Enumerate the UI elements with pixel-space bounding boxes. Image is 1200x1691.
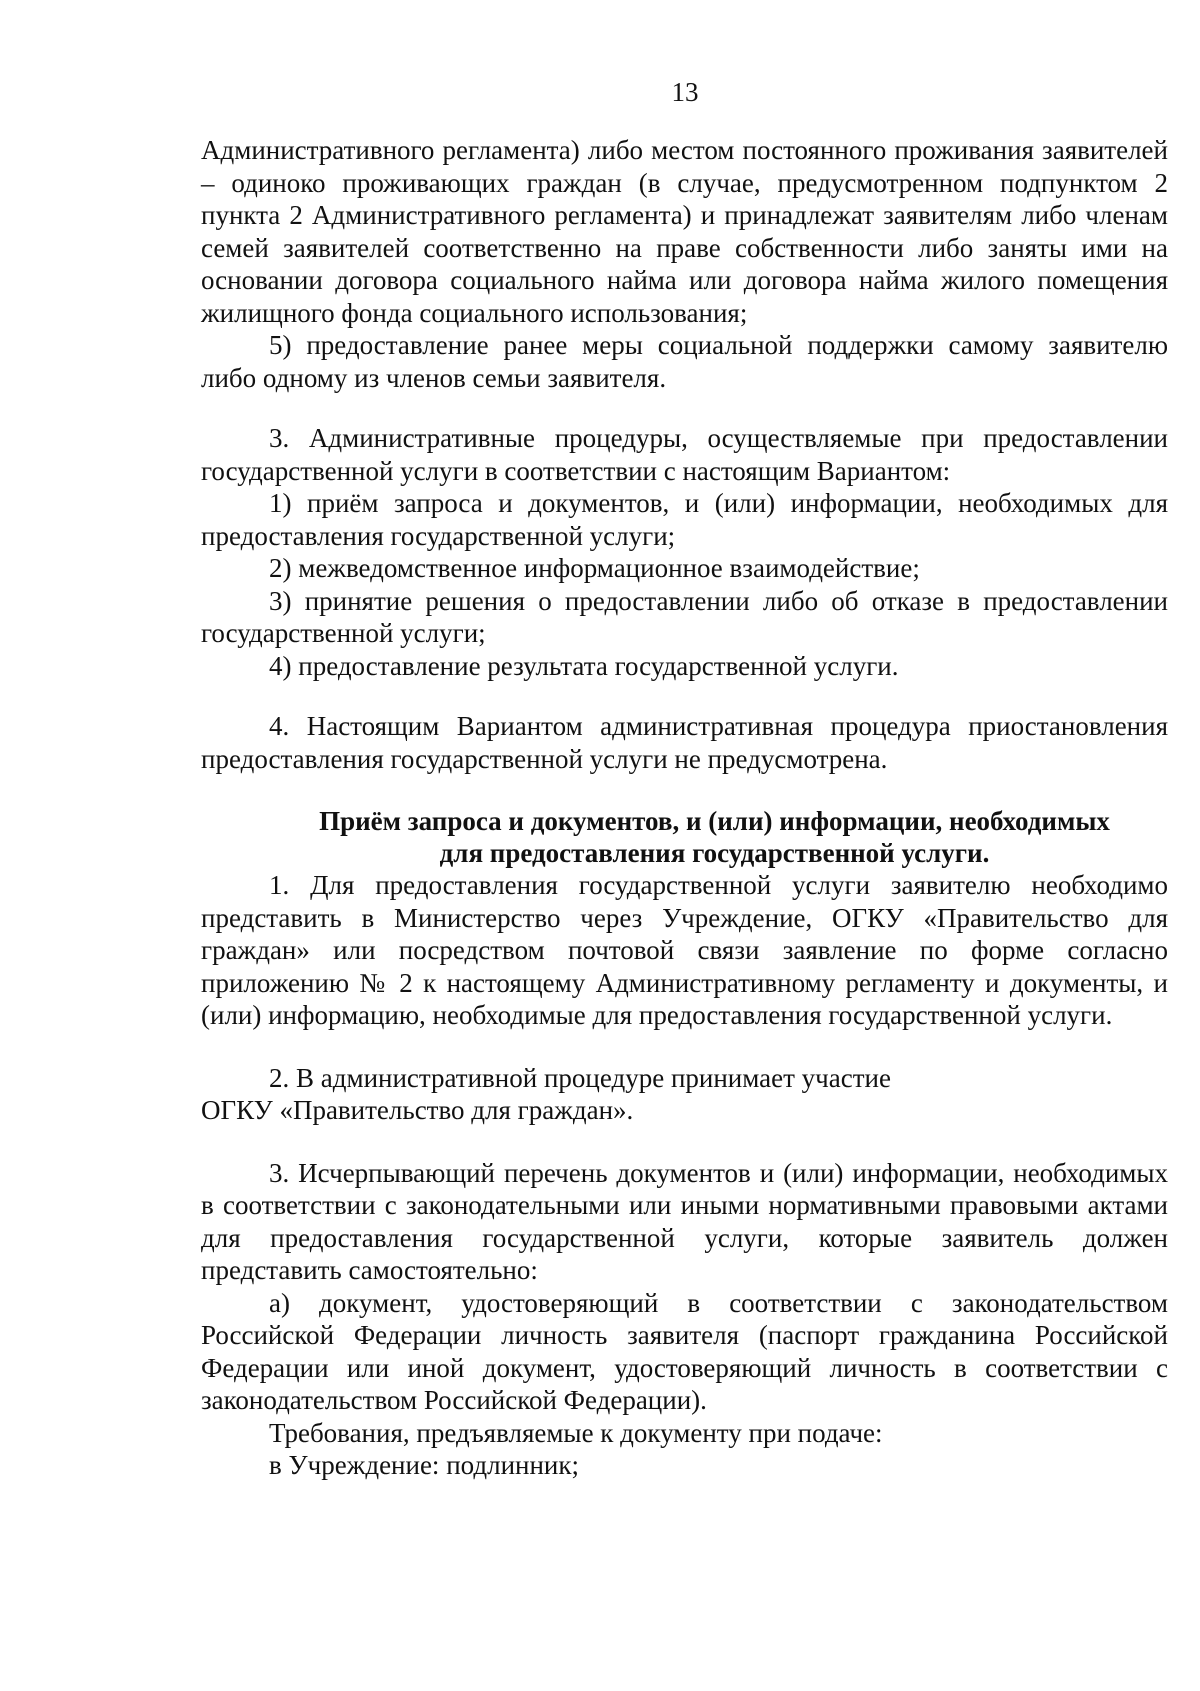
section-paragraph-2-line-2: ОГКУ «Правительство для граждан».: [201, 1095, 634, 1125]
document-body: [201, 134, 1168, 1482]
document-item-a: а) документ, удостоверяющий в соответствии с законодательством Российской Федерации личность заявителя (паспорт гражданина Российской Федерации или иной документ, удостоверяющий личность в соответствии с законодательством Российской Федерации).: [201, 1287, 1168, 1415]
section-heading-line-2: для предоставления государственной услуги.: [439, 838, 990, 868]
section-paragraph-1: 1. Для предоставления государственной услуги заявителю необходимо представить в Министерство через Учреждение, ОГКУ «Правительство для граждан» или посредством почтовой связи заявление по форме согласно приложению № 2 к настоящему Административному регламенту и документы, и (или) информацию, необходимые для предоставления государственной услуги.: [201, 870, 1168, 1030]
list-item-5: 5) предоставление ранее меры социальной поддержки самому заявителю либо одному из членов семьи заявителя.: [201, 330, 1168, 393]
requirements-intro: Требования, предъявляемые к документу при подаче:: [269, 1417, 883, 1448]
paragraph-continuation: Административного регламента) либо местом постоянного проживания заявителей – одиноко проживающих граждан (в случае, предусмотренном подпунктом 2 пункта 2 Административного регламента) и принадлежат заявителям либо членам семей заявителей соответственно на праве собственности либо заняты ими на основании договора социального найма или договора найма жилого помещения жилищного фонда социального использования;: [201, 135, 1168, 328]
section-heading: [201, 805, 1168, 869]
page-number: 13: [671, 77, 699, 107]
paragraph-4: 4. Настоящим Вариантом административная процедура приостановления предоставления государственной услуги не предусмотрена.: [201, 711, 1168, 774]
procedure-item-4: 4) предоставление результата государственной услуги.: [269, 650, 899, 681]
section-paragraph-3: 3. Исчерпывающий перечень документов и (или) информации, необходимых в соответствии с законодательными или иными нормативными правовыми актами для предоставления государственной услуги, которые заявитель должен представить самостоятельно:: [201, 1157, 1168, 1285]
procedure-item-3: 3) принятие решения о предоставлении либо об отказе в предоставлении государственной услуги;: [201, 585, 1168, 648]
section-heading-line-1: Приём запроса и документов, и (или) информации, необходимых: [319, 806, 1110, 836]
procedure-item-1: 1) приём запроса и документов, и (или) информации, необходимых для предоставления государственной услуги;: [201, 488, 1168, 551]
paragraph-3: 3. Административные процедуры, осуществляемые при предоставлении государственной услуги в соответствии с настоящим Вариантом:: [201, 423, 1168, 486]
procedure-item-2: 2) межведомственное информационное взаимодействие;: [269, 553, 920, 583]
section-paragraph-2-line-1: 2. В административной процедуре принимает участие: [269, 1062, 891, 1093]
requirement-institution: в Учреждение: подлинник;: [269, 1450, 579, 1480]
